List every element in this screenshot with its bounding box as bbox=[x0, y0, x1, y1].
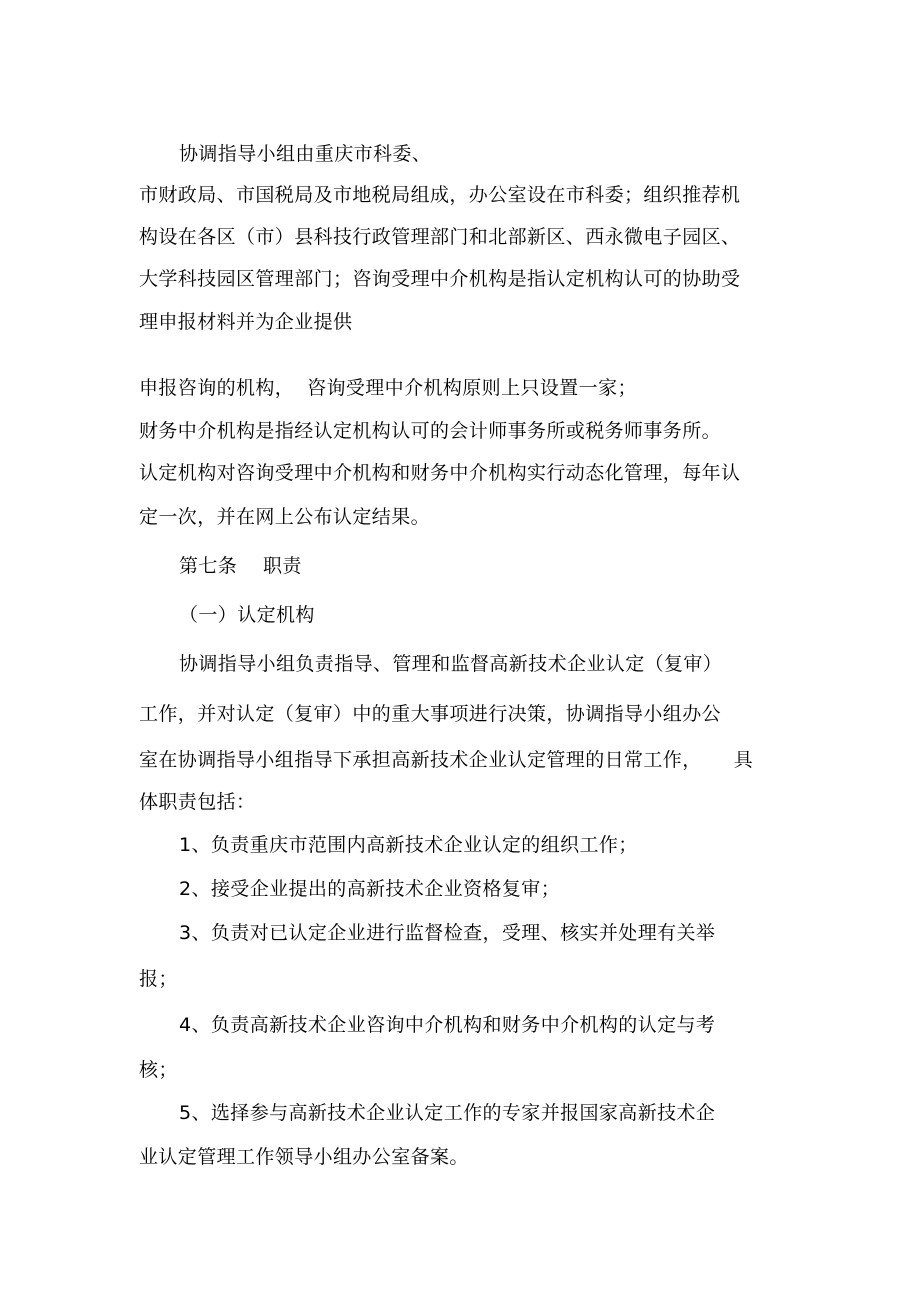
text-line: 大学科技园区管理部门；咨询受理中介机构是指认定机构认可的协助受 bbox=[139, 268, 741, 290]
text-line: 工作，并对认定（复审）中的重大事项进行决策，协调指导小组办公 bbox=[139, 703, 722, 725]
text-line: 定一次，并在网上公布认定结果。 bbox=[139, 506, 431, 528]
list-item-continuation: 报； bbox=[139, 968, 178, 990]
list-item: 1、负责重庆市范围内高新技术企业认定的组织工作； bbox=[179, 834, 638, 856]
text-line: 构设在各区（市）县科技行政管理部门和北部新区、西永微电子园区、 bbox=[139, 226, 741, 248]
list-item: 3、负责对已认定企业进行监督检查，受理、核实并处理有关举 bbox=[179, 922, 716, 944]
text-line: 申报咨询的机构， 咨询受理中介机构原则上只设置一家； bbox=[139, 377, 637, 399]
list-item: 5、选择参与高新技术企业认定工作的专家并报国家高新技术企 bbox=[179, 1102, 716, 1124]
text-line: 室在协调指导小组指导下承担高新技术企业认定管理的日常工作， 具 bbox=[139, 749, 754, 771]
text-line: 理申报材料并为企业提供 bbox=[139, 311, 353, 333]
list-item: 4、负责高新技术企业咨询中介机构和财务中介机构的认定与考 bbox=[179, 1014, 716, 1036]
list-item: 2、接受企业提出的高新技术企业资格复审； bbox=[179, 878, 561, 900]
text-line: 协调指导小组由重庆市科委、 bbox=[179, 143, 432, 165]
text-line: 体职责包括： bbox=[139, 791, 256, 813]
article-heading: 第七条 职责 bbox=[179, 555, 302, 577]
text-line: 市财政局、市国税局及市地税局组成，办公室设在市科委；组织推荐机 bbox=[139, 184, 741, 206]
text-line: 财务中介机构是指经认定机构认可的会计师事务所或税务师事务所。 bbox=[139, 420, 722, 442]
list-item-continuation: 业认定管理工作领导小组办公室备案。 bbox=[139, 1146, 469, 1168]
text-line: 协调指导小组负责指导、管理和监督高新技术企业认定（复审） bbox=[179, 653, 723, 675]
list-item-continuation: 核； bbox=[139, 1059, 178, 1081]
section-heading: （一）认定机构 bbox=[179, 604, 315, 626]
text-line: 认定机构对咨询受理中介机构和财务中介机构实行动态化管理，每年认 bbox=[139, 462, 741, 484]
